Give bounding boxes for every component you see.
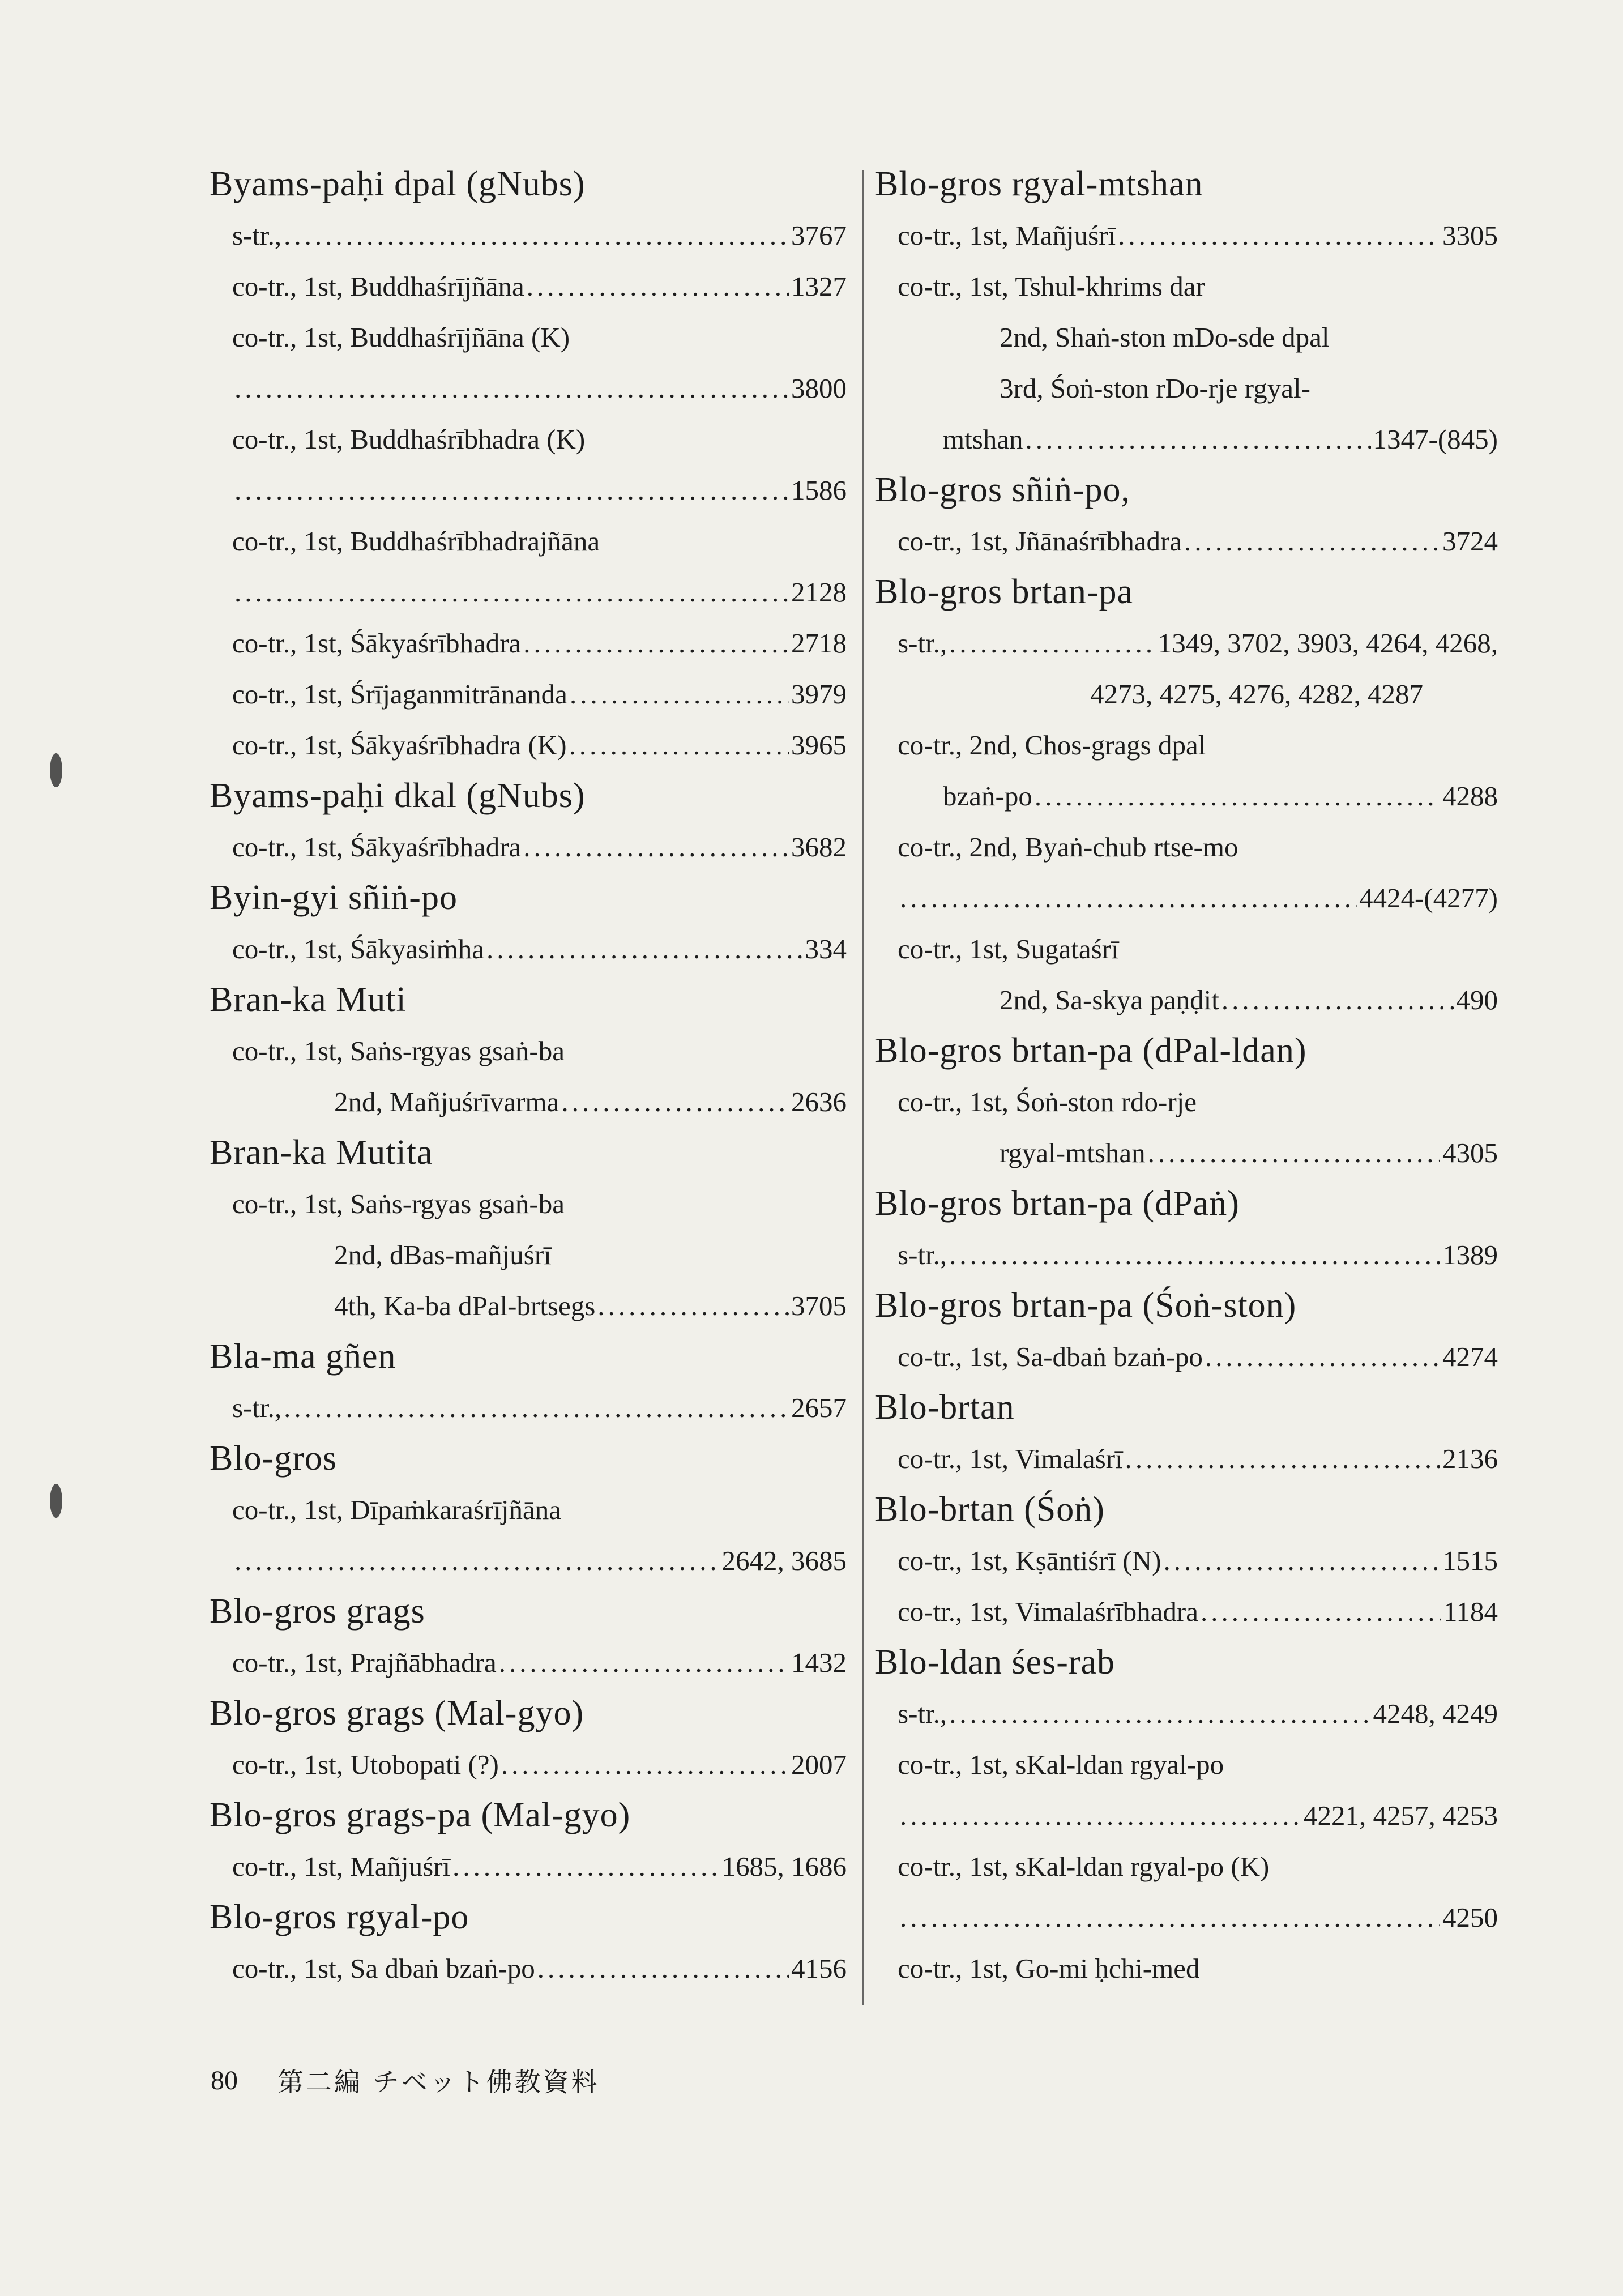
- entry-text: co-tr., 1st, sKal-ldan rgyal-po (K): [898, 1850, 1270, 1882]
- index-heading: [210, 1892, 847, 1943]
- index-subentry: [875, 1229, 1498, 1280]
- entry-text: co-tr., 1st, Prajñābhadra: [232, 1646, 497, 1678]
- entry-text: co-tr., 1st, Saṅs-rgyas gsaṅ-ba: [232, 1035, 565, 1066]
- entry-text: co-tr., 1st, Śrījaganmitrānanda: [232, 678, 567, 710]
- entry-text: co-tr., 1st, Śoṅ-ston rdo-rje: [898, 1086, 1197, 1117]
- index-heading: [875, 464, 1498, 515]
- entry-text: co-tr., 1st, Mañjuśrī: [232, 1850, 451, 1882]
- index-subentry: [875, 1688, 1498, 1739]
- dot-leader: [1148, 1137, 1440, 1169]
- dot-leader: [452, 1850, 719, 1883]
- entry-text: bzaṅ-po: [943, 780, 1032, 812]
- index-subentry: [210, 1535, 847, 1586]
- dot-leader: [570, 678, 789, 710]
- heading-text: Blo-gros brtan-pa (dPaṅ): [875, 1184, 1240, 1223]
- dot-leader: [561, 1086, 789, 1118]
- index-subentry: [210, 1943, 847, 1994]
- dot-leader: [1118, 219, 1440, 251]
- index-subentry: [210, 464, 847, 515]
- entry-number: 3800: [791, 372, 847, 404]
- heading-text: Blo-brtan (Śoṅ): [875, 1490, 1105, 1529]
- entry-number: 3965: [791, 729, 847, 761]
- index-subentry: [875, 362, 1498, 413]
- index-subentry: [210, 1841, 847, 1892]
- entry-number: 1327: [791, 270, 847, 302]
- heading-text: Byams-paḥi dkal (gNubs): [210, 776, 586, 815]
- dot-leader: [1205, 1341, 1440, 1373]
- entry-number: 334: [805, 933, 847, 965]
- entry-number: 4424-(4277): [1359, 882, 1498, 914]
- index-subentry: [875, 261, 1498, 311]
- entry-text: 2nd, Sa-skya paṇḍit: [1000, 984, 1219, 1015]
- entry-number: 490: [1456, 984, 1498, 1015]
- index-subentry: [210, 362, 847, 413]
- entry-number: 1349, 3702, 3903, 4264, 4268,: [1158, 627, 1498, 659]
- dot-leader: [499, 1646, 789, 1679]
- entry-text: co-tr., 2nd, Byaṅ-chub rtse-mo: [898, 831, 1238, 863]
- index-subentry: [875, 1790, 1498, 1841]
- dot-leader: [900, 882, 1357, 914]
- right-column: [875, 159, 1498, 1994]
- index-subentry: [875, 1841, 1498, 1892]
- entry-text: co-tr., 1st, Sa-dbaṅ bzaṅ-po: [898, 1341, 1203, 1372]
- entry-text: co-tr., 1st, Mañjuśrī: [898, 219, 1116, 251]
- entry-text: rgyal-mtshan: [1000, 1137, 1146, 1168]
- index-heading: [210, 1331, 847, 1382]
- index-subentry: [875, 1433, 1498, 1484]
- index-subentry: [875, 974, 1498, 1025]
- entry-number: 4221, 4257, 4253: [1304, 1799, 1498, 1831]
- entry-number: 1347-(845): [1373, 423, 1498, 455]
- heading-text: Blo-gros grags (Mal-gyo): [210, 1693, 584, 1732]
- index-heading: [210, 1688, 847, 1739]
- index-subentry: [875, 413, 1498, 464]
- dot-leader: [527, 270, 789, 302]
- dot-leader: [1035, 780, 1440, 812]
- index-heading: [875, 1178, 1498, 1229]
- index-subentry: [210, 821, 847, 872]
- heading-text: Bla-ma gñen: [210, 1337, 396, 1376]
- entry-text: co-tr., 2nd, Chos-grags dpal: [898, 729, 1206, 761]
- index-heading: [210, 1790, 847, 1841]
- entry-number: 1389: [1442, 1239, 1498, 1270]
- index-heading: [875, 1637, 1498, 1688]
- entry-number: 3724: [1442, 525, 1498, 557]
- entry-text: 4th, Ka-ba dPal-brtsegs: [334, 1290, 596, 1321]
- dot-leader: [523, 831, 789, 863]
- index-subentry: [210, 261, 847, 311]
- entry-number: 2636: [791, 1086, 847, 1117]
- index-heading: [210, 1433, 847, 1484]
- index-subentry: [210, 515, 847, 566]
- entry-text: co-tr., 1st, Śākyaśrībhadra: [232, 627, 522, 659]
- entry-text: co-tr., 1st, Utobopati (?): [232, 1748, 499, 1780]
- entry-number: 3767: [791, 219, 847, 251]
- entry-text: co-tr., 1st, Jñānaśrībhadra: [898, 525, 1182, 557]
- entry-text: 2nd, dBas-mañjuśrī: [334, 1239, 552, 1270]
- entry-text: co-tr., 1st, Dīpaṁkaraśrījñāna: [232, 1493, 562, 1525]
- heading-text: Blo-gros grags-pa (Mal-gyo): [210, 1795, 631, 1834]
- dot-leader: [1201, 1595, 1441, 1628]
- index-subentry: [875, 719, 1498, 770]
- entry-number: 3305: [1442, 219, 1498, 251]
- heading-text: Blo-gros brtan-pa (dPal-ldan): [875, 1031, 1307, 1070]
- entry-text: co-tr., 1st, Buddhaśrībhadrajñāna: [232, 525, 600, 557]
- page-footer: [211, 2062, 600, 2099]
- heading-text: Blo-gros grags: [210, 1591, 425, 1631]
- entry-number: 4305: [1442, 1137, 1498, 1168]
- entry-number: 4250: [1442, 1901, 1498, 1933]
- dot-leader: [1221, 984, 1454, 1016]
- entry-number: 3979: [791, 678, 847, 710]
- entry-text: 2nd, Shaṅ-ston mDo-sde dpal: [1000, 321, 1330, 353]
- entry-number: 3682: [791, 831, 847, 863]
- index-subentry: [210, 1484, 847, 1535]
- entry-text: co-tr., 1st, Śākyasiṁha: [232, 933, 485, 965]
- heading-text: Blo-ldan śes-rab: [875, 1642, 1116, 1682]
- dot-leader: [1026, 423, 1371, 455]
- index-heading: [875, 1025, 1498, 1076]
- heading-text: Blo-brtan: [875, 1388, 1015, 1427]
- index-subentry: [210, 668, 847, 719]
- index-subentry: [875, 617, 1498, 668]
- heading-text: Blo-gros: [210, 1439, 337, 1478]
- index-heading: [210, 872, 847, 923]
- entry-text: s-tr.,: [898, 1697, 947, 1729]
- dot-leader: [234, 372, 789, 404]
- entry-number: 3705: [791, 1290, 847, 1321]
- heading-text: Byin-gyi sñiṅ-po: [210, 878, 458, 917]
- index-subentry: [210, 1229, 847, 1280]
- entry-text: co-tr., 1st, Saṅs-rgyas gsaṅ-ba: [232, 1188, 565, 1219]
- dot-leader: [597, 1290, 789, 1322]
- heading-text: Blo-gros sñiṅ-po,: [875, 470, 1130, 509]
- index-subentry: [875, 1586, 1498, 1637]
- heading-text: Blo-gros brtan-pa: [875, 572, 1134, 611]
- entry-number: 1432: [791, 1646, 847, 1678]
- entry-number: 1515: [1442, 1544, 1498, 1576]
- entry-text: co-tr., 1st, Sa dbaṅ bzaṅ-po: [232, 1952, 535, 1984]
- entry-text: co-tr., 1st, Buddhaśrījñāna: [232, 270, 524, 302]
- index-heading: [210, 770, 847, 821]
- heading-text: Blo-gros rgyal-mtshan: [875, 164, 1203, 203]
- dot-leader: [284, 219, 789, 251]
- index-heading: [210, 159, 847, 210]
- dot-leader: [486, 933, 802, 965]
- dot-leader: [900, 1799, 1301, 1832]
- entry-text: s-tr.,: [898, 1239, 947, 1270]
- entry-text: co-tr., 1st, sKal-ldan rgyal-po: [898, 1748, 1224, 1780]
- entry-text: s-tr.,: [898, 627, 947, 659]
- entry-text: co-tr., 1st, Vimalaśrībhadra: [898, 1595, 1198, 1627]
- entry-text: mtshan: [943, 423, 1023, 455]
- entry-number: 2657: [791, 1392, 847, 1423]
- dot-leader: [234, 474, 789, 506]
- page-number: 80: [211, 2065, 238, 2096]
- index-subentry: [210, 617, 847, 668]
- index-subentry: [875, 872, 1498, 923]
- footer-title: 第二編 チベット佛教資料: [277, 2067, 600, 2097]
- entry-text: co-tr., 1st, Kṣāntiśrī (N): [898, 1544, 1161, 1576]
- index-subentry: [875, 311, 1498, 362]
- left-column: [210, 159, 847, 1994]
- dot-leader: [900, 1901, 1440, 1934]
- heading-text: Bran-ka Muti: [210, 980, 407, 1019]
- dot-leader: [234, 1544, 720, 1577]
- entry-text: 2nd, Mañjuśrīvarma: [334, 1086, 559, 1117]
- dot-leader: [569, 729, 789, 761]
- dot-leader: [537, 1952, 789, 1985]
- entry-number: 4248, 4249: [1373, 1697, 1498, 1729]
- dot-leader: [234, 576, 789, 608]
- index-subentry: [875, 1535, 1498, 1586]
- index-heading: [875, 566, 1498, 617]
- binding-hole-mark: [50, 1484, 62, 1518]
- binding-hole-mark: [50, 753, 62, 787]
- heading-text: Blo-gros rgyal-po: [210, 1897, 469, 1936]
- index-heading: [210, 1586, 847, 1637]
- index-subentry: [210, 1076, 847, 1127]
- index-subentry: [875, 821, 1498, 872]
- index-subentry: [210, 1178, 847, 1229]
- index-subentry: [875, 1331, 1498, 1382]
- dot-leader: [501, 1748, 789, 1781]
- dot-leader: [949, 627, 1156, 659]
- index-subentry: [875, 668, 1498, 719]
- entry-number: 4288: [1442, 780, 1498, 812]
- index-subentry: [875, 1943, 1498, 1994]
- index-subentry: [210, 566, 847, 617]
- entry-text: co-tr., 1st, Tshul-khrims dar: [898, 270, 1205, 302]
- entry-number: 4274: [1442, 1341, 1498, 1372]
- dot-leader: [1125, 1443, 1440, 1475]
- entry-text: s-tr.,: [232, 219, 282, 251]
- index-subentry: [210, 923, 847, 974]
- dot-leader: [284, 1392, 789, 1424]
- index-subentry: [875, 770, 1498, 821]
- entry-number: 2642, 3685: [721, 1544, 847, 1576]
- dot-leader: [1163, 1544, 1440, 1577]
- index-subentry: [875, 1892, 1498, 1943]
- entry-text: co-tr., 1st, Vimalaśrī: [898, 1443, 1123, 1474]
- index-heading: [875, 1280, 1498, 1331]
- index-heading: [875, 1484, 1498, 1535]
- entry-text: 3rd, Śoṅ-ston rDo-rje rgyal-: [1000, 372, 1310, 404]
- entry-number: 2136: [1442, 1443, 1498, 1474]
- index-subentry: [210, 1637, 847, 1688]
- column-divider: [862, 170, 864, 2005]
- index-subentry: [875, 923, 1498, 974]
- entry-number: 2718: [791, 627, 847, 659]
- entry-text: co-tr., 1st, Sugataśrī: [898, 933, 1119, 965]
- heading-text: Blo-gros brtan-pa (Śoṅ-ston): [875, 1286, 1297, 1325]
- index-subentry: [210, 1739, 847, 1790]
- index-subentry: [210, 413, 847, 464]
- entry-number: 2128: [791, 576, 847, 608]
- index-subentry: [210, 210, 847, 261]
- index-subentry: [210, 1382, 847, 1433]
- entry-text: co-tr., 1st, Buddhaśrījñāna (K): [232, 321, 570, 353]
- entry-number: 1685, 1686: [721, 1850, 847, 1882]
- index-subentry: [210, 1025, 847, 1076]
- entry-text: co-tr., 1st, Buddhaśrībhadra (K): [232, 423, 586, 455]
- entry-number: 2007: [791, 1748, 847, 1780]
- index-subentry: [210, 311, 847, 362]
- entry-number: 1586: [791, 474, 847, 506]
- index-subentry: [210, 719, 847, 770]
- index-heading: [875, 1382, 1498, 1433]
- dot-leader: [1184, 525, 1440, 557]
- dot-leader: [949, 1239, 1440, 1271]
- entry-number: 1184: [1443, 1595, 1498, 1627]
- heading-text: Byams-paḥi dpal (gNubs): [210, 164, 586, 203]
- index-subentry: [875, 1076, 1498, 1127]
- index-heading: [210, 974, 847, 1025]
- entry-text: co-tr., 1st, Śākyaśrībhadra (K): [232, 729, 567, 761]
- dot-leader: [949, 1697, 1370, 1730]
- index-heading: [875, 159, 1498, 210]
- index-heading: [210, 1127, 847, 1178]
- index-subentry: [875, 1127, 1498, 1178]
- entry-text: co-tr., 1st, Go-mi ḥchi-med: [898, 1952, 1200, 1984]
- entry-text: s-tr.,: [232, 1392, 282, 1423]
- index-subentry: [875, 515, 1498, 566]
- entry-text: 4273, 4275, 4276, 4282, 4287: [1090, 678, 1423, 710]
- index-subentry: [875, 210, 1498, 261]
- dot-leader: [523, 627, 789, 659]
- index-subentry: [875, 1739, 1498, 1790]
- heading-text: Bran-ka Mutita: [210, 1133, 433, 1172]
- entry-text: co-tr., 1st, Śākyaśrībhadra: [232, 831, 522, 863]
- entry-number: 4156: [791, 1952, 847, 1984]
- index-subentry: [210, 1280, 847, 1331]
